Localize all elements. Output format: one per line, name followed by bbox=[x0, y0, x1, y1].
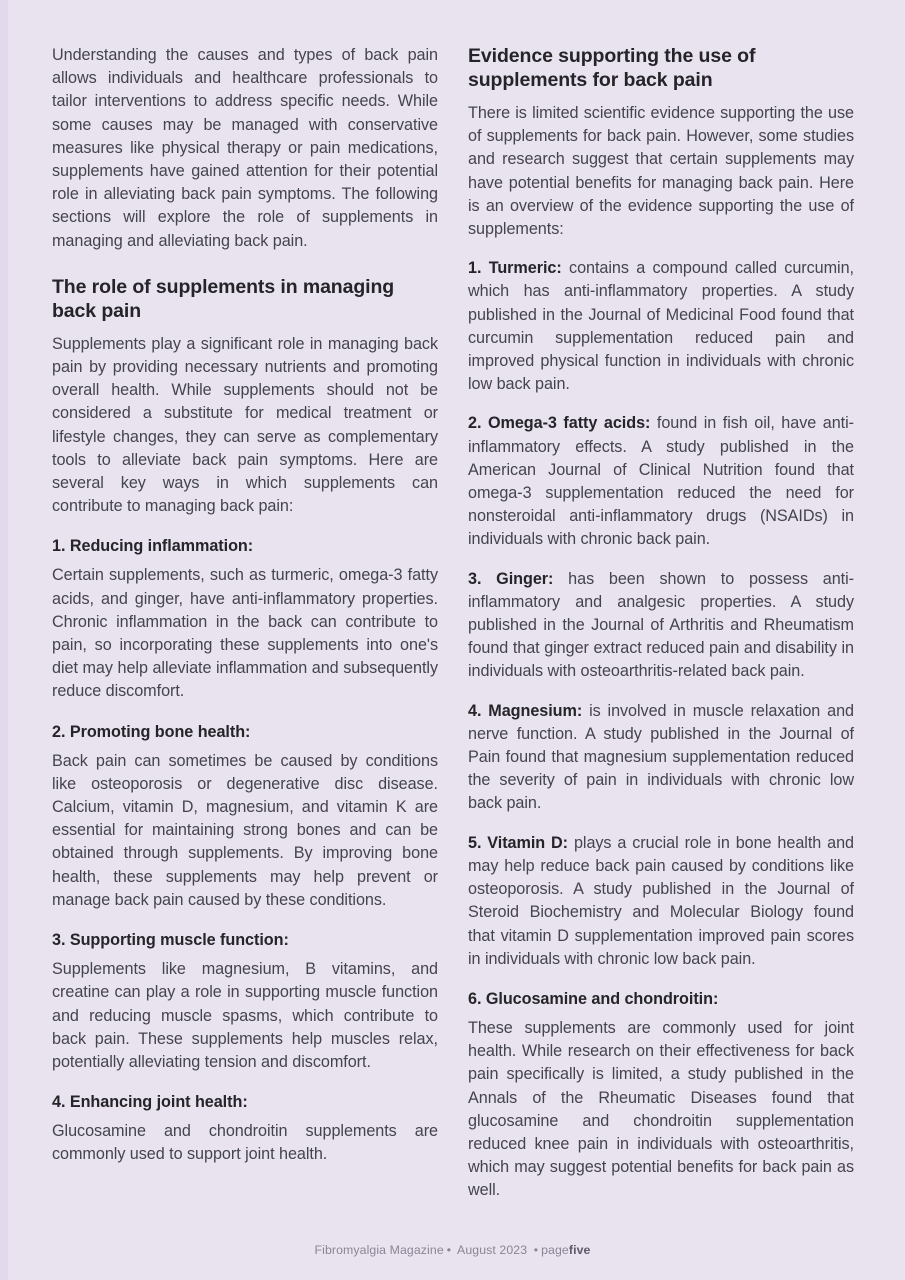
evidence-item-2 bbox=[468, 412, 854, 551]
left-column bbox=[52, 44, 438, 1167]
left-item-body-4: Glucosamine and chondroitin supplements are commonly used to support joint health. bbox=[52, 1122, 438, 1164]
left-section-heading: The role of supplements in managing back pain bbox=[52, 275, 395, 322]
left-section-intro-paragraph: Supplements play a significant role in managing back pain by providing necessary nutrients and promoting overall health. While supplements should not be considered a substitute for medical treatment or lifestyle changes, they can serve as complementary tools to alleviate back pain symptoms. Here are several key ways in which supplements can contribute to managing back pain: bbox=[52, 334, 438, 516]
evidence-item-6-body: These supplements are commonly used for joint health. While research on their effectiveness for back pain specifically is limited, a study published in the Annals of the Rheumatic Diseases found that glucosamine and chondroitin supplementation reduced knee pain in individuals with osteoarthritis, which may suggest potential benefits for back pain as well. bbox=[468, 1018, 854, 1200]
footer-page-number: five bbox=[568, 1243, 591, 1257]
page-footer bbox=[0, 1242, 905, 1258]
right-column bbox=[468, 44, 854, 1203]
evidence-item-1-body: contains a compound called curcumin, which has anti-inflammatory properties. A study published in the Journal of Medicinal Food found that curcumin supplementation reduced pain and improved physical function in individuals with chronic low back pain. bbox=[468, 259, 854, 394]
footer-page-word: page bbox=[541, 1243, 569, 1257]
evidence-item-1-lead: 1. Turmeric: bbox=[468, 259, 562, 278]
two-column-layout bbox=[52, 44, 861, 1203]
evidence-item-4 bbox=[468, 700, 854, 816]
evidence-item-2-body: found in fish oil, have anti-inflammatory effects. A study published in the American Journal of Clinical Nutrition found that omega-3 supplementation reduced the need for nonsteroidal anti-inflammatory drugs (NSAIDs) in individuals with chronic back pain. bbox=[468, 414, 854, 549]
left-item-body-2: Back pain can sometimes be caused by conditions like osteoporosis or degenerative disc disease. Calcium, vitamin D, magnesium, and vitamin K are essential for maintaining strong bones and can be obtained through supplements. By improving bone health, these supplements may help prevent or manage back pain caused by these conditions. bbox=[52, 751, 438, 909]
evidence-item-3-lead: 3. Ginger: bbox=[468, 569, 554, 588]
evidence-item-6-heading: 6. Glucosamine and chondroitin: bbox=[468, 989, 719, 1008]
evidence-item-3 bbox=[468, 568, 854, 684]
evidence-item-4-lead: 4. Magnesium: bbox=[468, 701, 583, 720]
evidence-item-1 bbox=[468, 257, 854, 396]
evidence-item-5-body: plays a crucial role in bone health and may help reduce back pain caused by conditions like osteoporosis. A study published in the Journal of Steroid Biochemistry and Molecular Biology found that vitamin D supplementation improved pain scores in individuals with chronic low back pain. bbox=[468, 833, 854, 968]
evidence-item-2-lead: 2. Omega-3 fatty acids: bbox=[468, 414, 651, 433]
evidence-item-5-lead: 5. Vitamin D: bbox=[468, 833, 569, 852]
left-item-heading-3: 3. Supporting muscle function: bbox=[52, 931, 289, 950]
evidence-item-5 bbox=[468, 832, 854, 971]
intro-paragraph: Understanding the causes and types of back pain allows individuals and healthcare professionals to tailor interventions to address specific needs. While some causes may be managed with conservative measures like physical therapy or pain medications, supplements have gained attention for their potential role in alleviating back pain symptoms. The following sections will explore the role of supplements in managing and alleviating back pain. bbox=[52, 46, 438, 250]
footer-publication: Fibromyalgia Magazine bbox=[314, 1243, 444, 1257]
left-item-body-3: Supplements like magnesium, B vitamins, and creatine can play a role in supporting muscle function and reducing muscle spasms, which contribute to back pain. These supplements help muscles relax, potentially alleviating tension and discomfort. bbox=[52, 960, 438, 1071]
footer-separator-1: • bbox=[446, 1243, 452, 1257]
left-item-heading-4: 4. Enhancing joint health: bbox=[52, 1093, 248, 1112]
evidence-item-4-body: is involved in muscle relaxation and nerve function. A study published in the Journal of Pain found that magnesium supplementation reduced the severity of pain in individuals with chronic low back pain. bbox=[468, 701, 854, 813]
left-item-heading-2: 2. Promoting bone health: bbox=[52, 722, 251, 741]
footer-separator-2: • bbox=[533, 1243, 539, 1257]
right-section-intro-paragraph: There is limited scientific evidence supporting the use of supplements for back pain. However, some studies and research suggest that certain supplements may have potential benefits for managing back pain. Here is an overview of the evidence supporting the use of supplements: bbox=[468, 104, 854, 239]
right-section-heading: Evidence supporting the use of supplements for back pain bbox=[468, 45, 756, 91]
footer-issue-date: August 2023 bbox=[457, 1243, 528, 1257]
left-item-body-1: Certain supplements, such as turmeric, omega-3 fatty acids, and ginger, have anti-inflammatory properties. Chronic inflammation in the back can contribute to pain, so incorporating these supplements into one's diet may help alleviate inflammation and subsequently reduce discomfort. bbox=[52, 566, 438, 701]
left-item-heading-1: 1. Reducing inflammation: bbox=[52, 537, 254, 556]
evidence-item-3-body: has been shown to possess anti-inflammatory and analgesic properties. A study published in the Journal of Arthritis and Rheumatism found that ginger extract reduced pain and disability in individuals with osteoarthritis-related back pain. bbox=[468, 569, 854, 681]
